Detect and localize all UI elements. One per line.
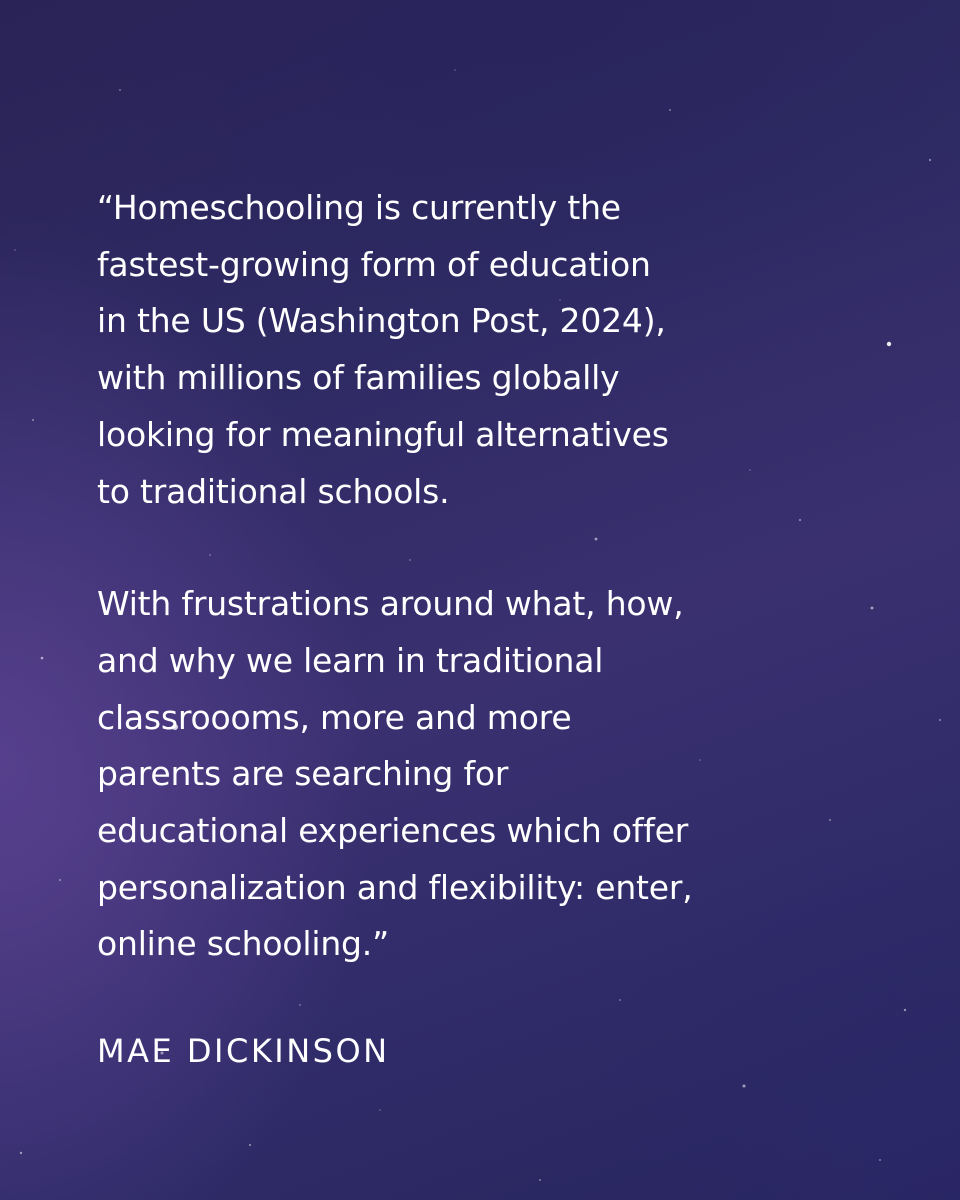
quote-line: with millions of families globally — [97, 358, 620, 398]
quote-paragraph-1 — [97, 180, 897, 520]
quote-line: in the US (Washington Post, 2024), — [97, 301, 666, 341]
quote-line: With frustrations around what, how, — [97, 584, 684, 624]
quote-line: online schooling.” — [97, 924, 389, 964]
quote-paragraph-2 — [97, 576, 897, 973]
quote-line: “Homeschooling is currently the — [97, 188, 621, 227]
quote-line: classroooms, more and more — [97, 697, 572, 737]
quote-line: and why we learn in traditional — [97, 640, 604, 680]
quote-line: personalization and flexibility: enter, — [97, 867, 693, 907]
quote-author: MAE DICKINSON — [97, 1032, 390, 1071]
quote-line: fastest-growing form of education — [97, 244, 651, 284]
quote-line: parents are searching for — [97, 754, 509, 794]
quote-block — [97, 180, 897, 1071]
quote-line: educational experiences which offer — [97, 811, 689, 851]
quote-line: to traditional schools. — [97, 471, 450, 511]
quote-line: looking for meaningful alternatives — [97, 414, 669, 454]
